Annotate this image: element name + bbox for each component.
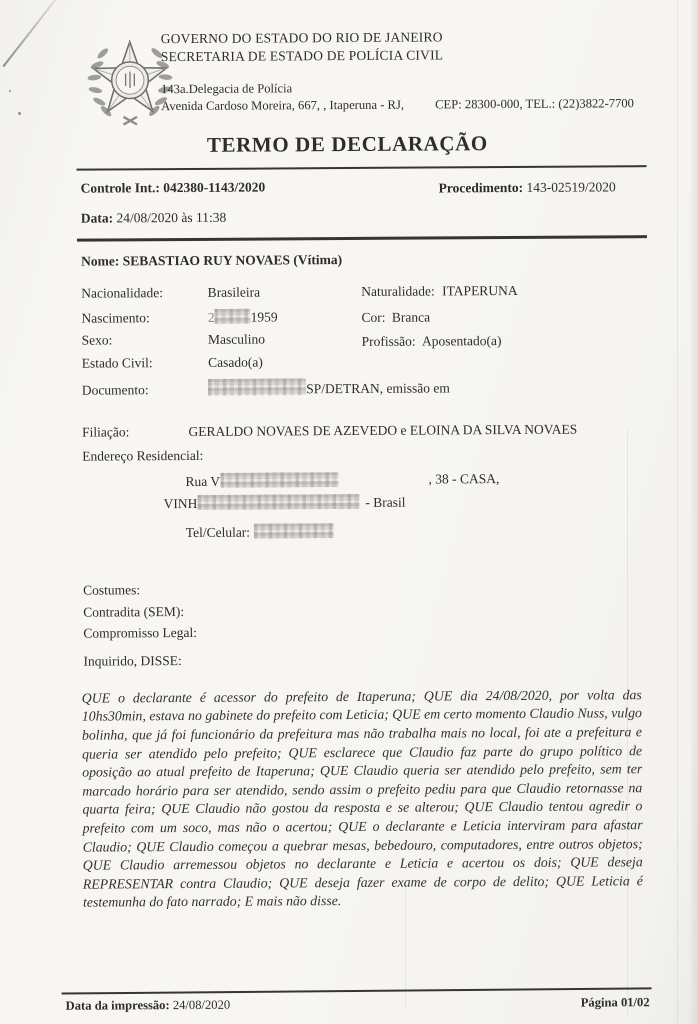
estado-civil-label: Estado Civil: xyxy=(81,355,153,371)
org-name-line1: GOVERNO DO ESTADO DO RIO DE JANEIRO xyxy=(160,29,443,47)
divider-under-control xyxy=(77,235,647,241)
documento-label: Documento: xyxy=(81,382,149,398)
filiacao-field xyxy=(82,422,577,441)
police-unit: 143a.Delegacia de Polícia xyxy=(160,81,293,97)
data-field xyxy=(81,210,226,227)
endereco-line1 xyxy=(185,470,645,490)
estado-civil-value: Casado(a) xyxy=(208,354,263,370)
contradita-label: Contradita (SEM): xyxy=(83,604,185,620)
nascimento-visible-digit: 2 xyxy=(207,309,215,325)
endereco-line1-prefix: Rua V xyxy=(185,473,221,490)
page-number: Página 01/02 xyxy=(580,995,650,1010)
profissao-value: Aposentado(a) xyxy=(421,333,502,349)
telefone-redaction xyxy=(253,523,333,538)
nascimento-label: Nascimento: xyxy=(81,310,150,326)
nome-value: SEBASTIAO RUY NOVAES (Vítima) xyxy=(122,252,343,269)
wreath-tie xyxy=(123,117,137,125)
estado-civil-field xyxy=(82,355,263,372)
endereco-line2-suffix: - Brasil xyxy=(365,494,406,510)
nacionalidade-label: Nacionalidade: xyxy=(81,285,164,301)
police-contact: CEP: 28300-000, TEL.: (22)3822-7700 xyxy=(435,96,634,112)
cor-label: Cor: xyxy=(361,309,386,325)
procedimento-value: 143-02519/2020 xyxy=(526,179,616,195)
profissao-label: Profissão: xyxy=(361,333,416,349)
profissao-field xyxy=(362,333,502,350)
cor-value: Branca xyxy=(391,309,431,325)
compromisso-legal-label: Compromisso Legal: xyxy=(83,624,198,641)
nacionalidade-field xyxy=(81,285,260,302)
filiacao-label: Filiação: xyxy=(82,424,130,440)
nascimento-year: 1959 xyxy=(250,309,278,325)
nome-label: Nome: xyxy=(81,253,120,269)
endereco-line1-redaction xyxy=(220,472,338,488)
documento-redaction xyxy=(208,378,306,396)
endereco-line2-prefix: VINH xyxy=(163,495,198,512)
controle-int-field xyxy=(81,180,266,197)
filiacao-value: GERALDO NOVAES DE AZEVEDO e ELOINA DA SILVA NOVAES xyxy=(188,421,578,439)
nascimento-field xyxy=(81,308,277,326)
documento-field xyxy=(82,377,450,398)
page-title: TERMO DE DECLARAÇÃO xyxy=(206,131,488,157)
print-date-field xyxy=(66,998,231,1014)
procedimento-field xyxy=(439,179,616,196)
sexo-label: Sexo: xyxy=(81,332,113,348)
procedimento-label: Procedimento: xyxy=(438,179,524,196)
police-address: Avenida Cardoso Moreira, 667, , Itaperuna - RJ, xyxy=(161,97,405,114)
footer-divider xyxy=(62,987,652,994)
costumes-label: Costumes: xyxy=(83,582,141,598)
print-date-label: Data da impressão: xyxy=(65,998,170,1013)
sexo-value: Masculino xyxy=(207,331,265,347)
documento-visible-text: SP/DETRAN, emissão em xyxy=(306,380,450,397)
naturalidade-label: Naturalidade: xyxy=(361,283,435,299)
divider-under-title xyxy=(77,165,647,170)
controle-int-label: Controle Int.: xyxy=(80,180,160,196)
controle-int-value: 042380-1143/2020 xyxy=(163,179,266,196)
cor-field xyxy=(361,310,430,326)
inquirido-disse-label: Inquirido, DISSE: xyxy=(83,653,182,669)
endereco-line2-redaction xyxy=(197,494,359,510)
telefone-label: Tel/Celular: xyxy=(185,524,251,540)
print-date-value: 24/08/2020 xyxy=(172,997,231,1013)
data-label: Data: xyxy=(80,210,114,226)
org-name-line2: SECRETARIA DE ESTADO DE POLÍCIA CIVIL xyxy=(160,47,444,65)
declaration-statement-text: QUE o declarante é acessor do prefeito de Itaperuna; QUE dia 24/08/2020, por volta das 10hs30min, estava no gabinete do prefeito com Leticia; QUE em certo momento Claudio Nuss, vulgo bolinha, que já foi funcionário da prefeitura mas não trabalha mais no local, foi ate a prefeitura e queria ser atendido pelo prefeito; QUE esclarece que Claudio faz parte do grupo político de oposição ao atual prefeito de Itaperuna; QUE Claudio queria ser atendido pelo prefeito, sem ter marcado horário para ser atendido, sendo assim o prefeito pediu para que Claudio retornasse na quarta feira; QUE Claudio não gostou da resposta e se alterou; QUE Claudio tentou agredir o prefeito com um soco, mas não o acertou; QUE o declarante e Leticia interviram para afastar Claudio; QUE Claudio começou a quebrar mesas, bebedouro, computadores, entre outros objetos; QUE Claudio arremessou objetos no declarante e Leticia e acertou os dois; QUE deseja REPRESENTAR contra Claudio; QUE deseja fazer exame de corpo de delito; QUE Leticia é testemunha do fato narrado; E mais não disse. xyxy=(81,687,643,910)
nascimento-redaction xyxy=(215,309,251,324)
sexo-field xyxy=(82,332,265,349)
data-value: 24/08/2020 às 11:38 xyxy=(116,209,227,226)
endereco-label: Endereço Residencial: xyxy=(82,447,204,464)
naturalidade-value: ITAPERUNA xyxy=(442,282,518,299)
nome-field xyxy=(81,252,342,270)
telefone-field xyxy=(186,523,334,541)
nacionalidade-value: Brasileira xyxy=(207,284,261,300)
naturalidade-field xyxy=(361,283,517,300)
endereco-line1-suffix: , 38 - CASA, xyxy=(428,471,500,487)
endereco-line2 xyxy=(164,494,406,512)
